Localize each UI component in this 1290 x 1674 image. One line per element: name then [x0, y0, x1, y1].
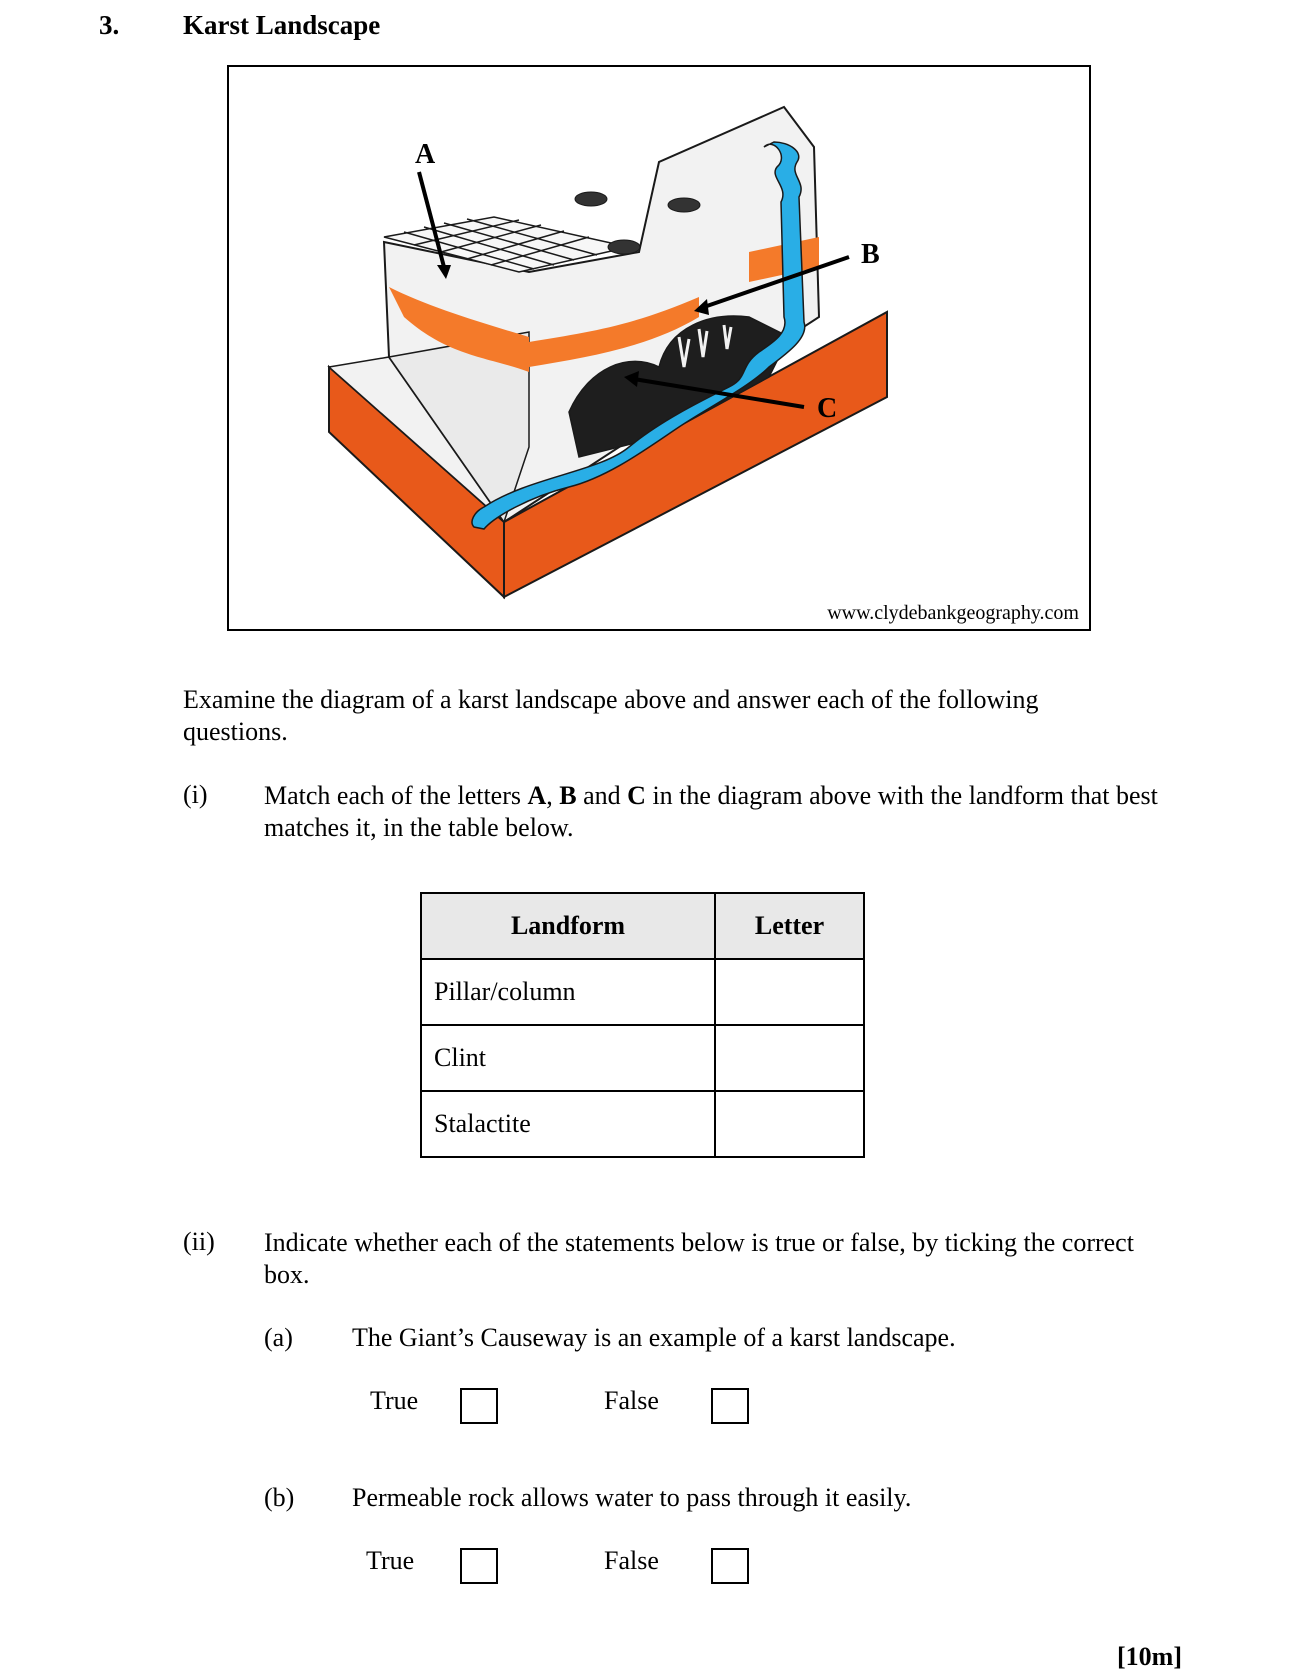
part-i-number: (i) — [183, 780, 208, 809]
header-landform: Landform — [421, 893, 715, 959]
statement-b-false-checkbox[interactable] — [711, 1548, 749, 1584]
statement-b-text: Permeable rock allows water to pass through it easily. — [352, 1483, 912, 1512]
question-title: Karst Landscape — [183, 10, 381, 40]
statement-a-true-checkbox[interactable] — [460, 1388, 498, 1424]
table-row — [421, 1091, 864, 1157]
label-a: A — [415, 139, 436, 170]
label-c: C — [817, 393, 838, 424]
letter-answer-cell[interactable] — [715, 959, 864, 1025]
landform-cell: Clint — [421, 1025, 715, 1091]
statement-a-true-label: True — [370, 1386, 419, 1415]
header-letter: Letter — [715, 893, 864, 959]
statement-b-letter: (b) — [264, 1483, 295, 1512]
statement-a-text: The Giant’s Causeway is an example of a karst landscape. — [352, 1323, 956, 1352]
figure-credit: www.clydebankgeography.com — [827, 602, 1079, 624]
landform-table — [420, 892, 865, 1158]
intro-text: Examine the diagram of a karst landscape above and answer each of the following questions. — [183, 685, 1039, 746]
letter-answer-cell[interactable] — [715, 1091, 864, 1157]
karst-diagram — [227, 65, 1091, 631]
table-row — [421, 1025, 864, 1091]
statement-a-false-label: False — [604, 1386, 659, 1415]
part-i-text: Match each of the letters A, B and C in the diagram above with the landform that best matches it, in the table below. — [264, 781, 1158, 842]
table-header-row — [421, 893, 864, 959]
part-ii-number: (ii) — [183, 1227, 215, 1256]
statement-a-letter: (a) — [264, 1323, 293, 1352]
statement-b-true-checkbox[interactable] — [460, 1548, 498, 1584]
statement-b-true-label: True — [366, 1546, 415, 1575]
statement-a-false-checkbox[interactable] — [711, 1388, 749, 1424]
landform-cell: Stalactite — [421, 1091, 715, 1157]
letter-answer-cell[interactable] — [715, 1025, 864, 1091]
karst-block-illustration — [229, 67, 1089, 629]
marks-total: [10m] — [1117, 1642, 1182, 1671]
landform-cell: Pillar/column — [421, 959, 715, 1025]
table-row — [421, 959, 864, 1025]
question-number: 3. — [99, 10, 120, 40]
part-ii-text: Indicate whether each of the statements below is true or false, by ticking the correct box. — [264, 1228, 1134, 1289]
statement-b-false-label: False — [604, 1546, 659, 1575]
label-b: B — [861, 239, 880, 270]
